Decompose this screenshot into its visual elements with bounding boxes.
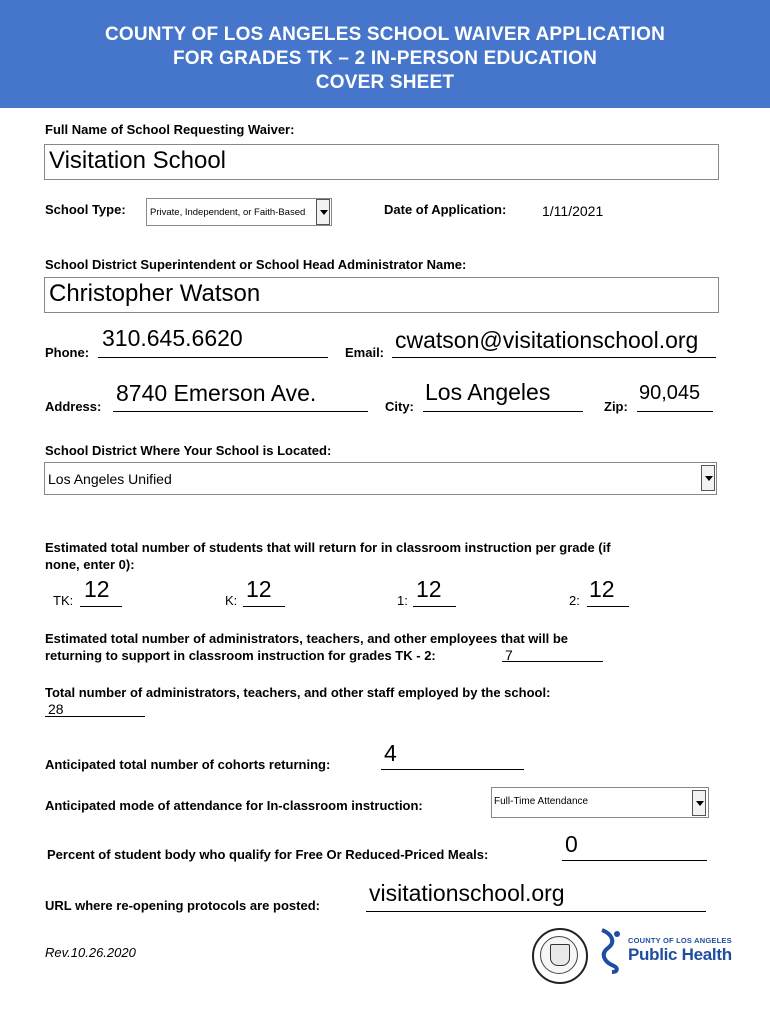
school-name-label: Full Name of School Requesting Waiver:: [45, 122, 295, 137]
staff-returning-label-line-2: returning to support in classroom instruction for grades TK - 2:: [45, 648, 436, 663]
staff-total-value[interactable]: 28: [48, 701, 64, 717]
administrator-value: Christopher Watson: [49, 280, 261, 307]
city-value[interactable]: Los Angeles: [425, 379, 551, 405]
school-name-field[interactable]: [44, 144, 719, 180]
date-value[interactable]: 1/11/2021: [542, 203, 604, 219]
grade-tk-underline: [80, 606, 122, 607]
meals-value[interactable]: 0: [565, 831, 578, 857]
address-value[interactable]: 8740 Emerson Ave.: [116, 380, 317, 406]
district-dropdown[interactable]: [44, 462, 717, 495]
url-value[interactable]: visitationschool.org: [369, 880, 565, 906]
cohorts-label: Anticipated total number of cohorts returning:: [45, 757, 331, 772]
grade-2-underline: [587, 606, 629, 607]
grade-tk-value[interactable]: 12: [84, 576, 110, 602]
grade-k-underline: [243, 606, 285, 607]
grade-1-value[interactable]: 12: [416, 576, 442, 602]
school-type-value: Private, Independent, or Faith-Based: [150, 207, 306, 218]
header-title-line-2: FOR GRADES TK – 2 IN-PERSON EDUCATION: [172, 48, 598, 69]
chevron-down-icon[interactable]: [701, 465, 715, 491]
grade-k-value[interactable]: 12: [246, 576, 272, 602]
staff-returning-value[interactable]: 7: [505, 647, 513, 663]
students-label-line-2: none, enter 0):: [45, 557, 135, 572]
revision-text: Rev.10.26.2020: [45, 945, 136, 960]
county-seal-icon: [532, 928, 588, 984]
cohorts-value[interactable]: 4: [384, 740, 397, 766]
students-label-line-1: Estimated total number of students that will return for in classroom instruction per grade (if: [45, 540, 611, 555]
attendance-mode-label: Anticipated mode of attendance for In-classroom instruction:: [45, 798, 423, 813]
meals-label: Percent of student body who qualify for Free Or Reduced-Priced Meals:: [47, 847, 489, 862]
grade-tk-label: TK:: [53, 593, 74, 608]
email-underline: [392, 357, 716, 358]
school-type-dropdown[interactable]: [146, 198, 332, 226]
address-underline: [113, 411, 368, 412]
email-label: Email:: [345, 345, 385, 360]
grade-1-label: 1:: [397, 593, 408, 608]
dph-county-text: COUNTY OF LOS ANGELES: [628, 936, 732, 945]
dph-public-health-text: Public Health: [628, 945, 732, 964]
meals-underline: [562, 860, 707, 861]
url-label: URL where re-opening protocols are posted:: [45, 898, 320, 913]
grade-1-underline: [413, 606, 456, 607]
email-value[interactable]: cwatson@visitationschool.org: [395, 327, 699, 353]
zip-value[interactable]: 90,045: [639, 382, 701, 404]
date-label: Date of Application:: [384, 202, 507, 217]
staff-returning-underline: [502, 661, 603, 662]
grade-2-label: 2:: [569, 593, 580, 608]
chevron-down-icon[interactable]: [692, 790, 706, 816]
url-underline: [366, 911, 706, 912]
district-value: Los Angeles Unified: [48, 471, 172, 487]
phone-value[interactable]: 310.645.6620: [102, 325, 243, 351]
staff-returning-label-line-1: Estimated total number of administrators, teachers, and other employees that will be: [45, 631, 569, 646]
header-banner: [0, 0, 770, 108]
city-label: City:: [385, 399, 414, 414]
administrator-field[interactable]: [44, 277, 719, 313]
grade-k-label: K:: [225, 593, 238, 608]
attendance-mode-value: Full-Time Attendance: [494, 796, 589, 807]
header-title-line-1: COUNTY OF LOS ANGELES SCHOOL WAIVER APPLICATION: [104, 24, 666, 45]
attendance-mode-dropdown[interactable]: [491, 787, 709, 818]
grade-2-value[interactable]: 12: [589, 576, 615, 602]
header-title-line-3: COVER SHEET: [315, 72, 455, 93]
chevron-down-icon[interactable]: [316, 199, 330, 225]
cohorts-underline: [381, 769, 524, 770]
staff-total-label: Total number of administrators, teachers, and other staff employed by the school:: [45, 685, 551, 700]
phone-label: Phone:: [45, 345, 90, 360]
city-underline: [423, 411, 583, 412]
school-type-label: School Type:: [45, 202, 126, 217]
zip-label: Zip:: [604, 399, 628, 414]
phone-underline: [98, 357, 328, 358]
zip-underline: [637, 411, 713, 412]
district-label: School District Where Your School is Located:: [45, 443, 332, 458]
administrator-label: School District Superintendent or School Head Administrator Name:: [45, 257, 467, 272]
public-health-logo-icon: [598, 928, 622, 974]
address-label: Address:: [45, 399, 102, 414]
school-name-value: Visitation School: [49, 147, 226, 174]
